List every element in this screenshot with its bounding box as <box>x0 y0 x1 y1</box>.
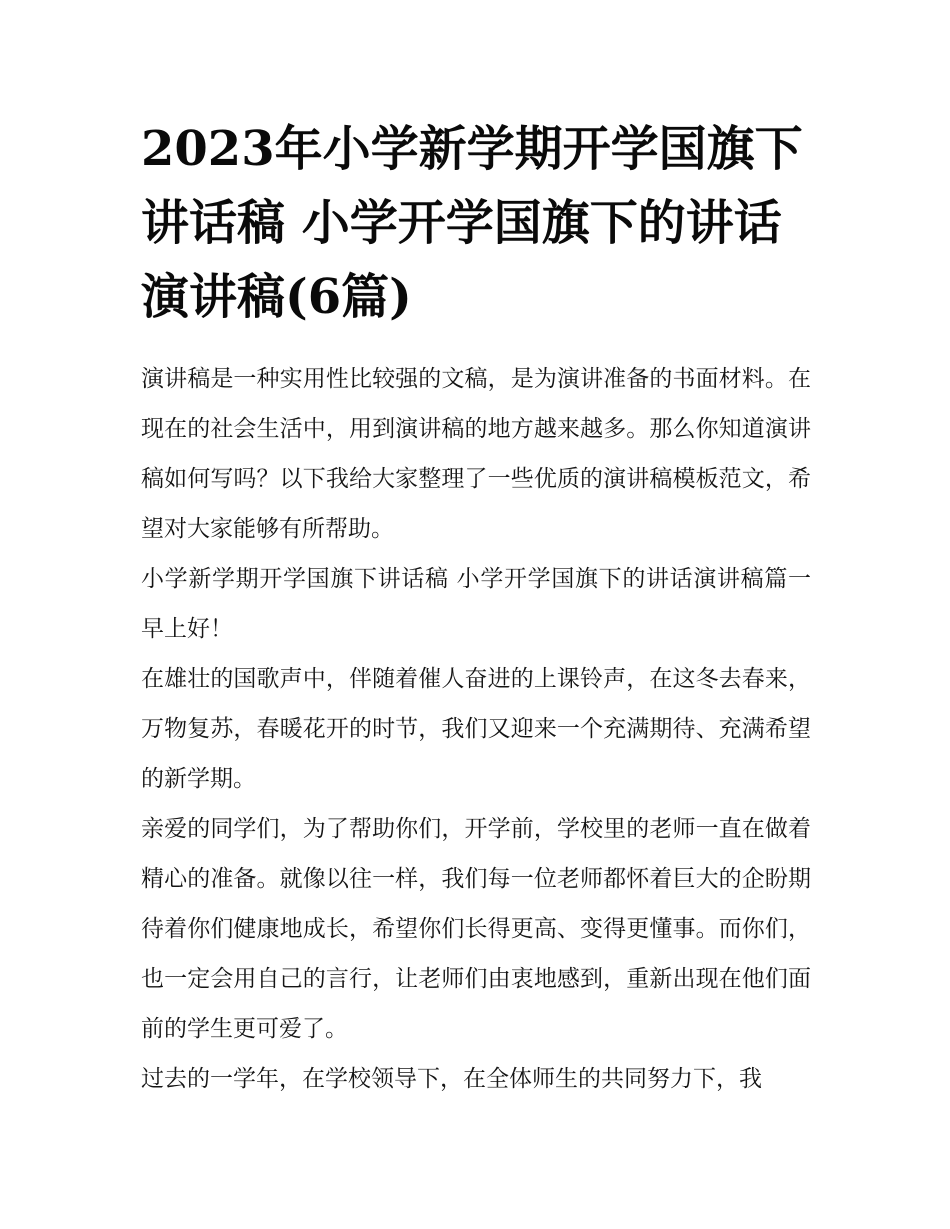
paragraph-4: 过去的一学年，在学校领导下，在全体师生的共同努力下，我 <box>141 1066 762 1092</box>
paragraph-heading-1: 小学新学期开学国旗下讲话稿 小学开学国旗下的讲话演讲稿篇一 早上好！ <box>141 566 811 642</box>
paragraph-2: 在雄壮的国歌声中，伴随着催人奋进的上课铃声，在这冬去春来，万物复苏，春暖花开的时节，我们又迎来一个充满期待、充满希望的新学期。 <box>141 666 811 792</box>
document-title: 2023年小学新学期开学国旗下讲话稿 小学开学国旗下的讲话演讲稿(6篇) <box>141 121 803 325</box>
document-content <box>141 112 811 1104</box>
paragraph-intro: 演讲稿是一种实用性比较强的文稿，是为演讲准备的书面材料。在现在的社会生活中，用到演讲稿的地方越来越多。那么你知道演讲稿如何写吗？以下我给大家整理了一些优质的演讲稿模板范文，希望对大家能够有所帮助。 <box>141 366 811 542</box>
paragraph-3: 亲爱的同学们，为了帮助你们，开学前，学校里的老师一直在做着精心的准备。就像以往一样，我们每一位老师都怀着巨大的企盼期待着你们健康地成长，希望你们长得更高、变得更懂事。而你们，也一定会用自己的言行，让老师们由衷地感到，重新出现在他们面前的学生更可爱了。 <box>141 816 811 1042</box>
document-body <box>141 354 811 1104</box>
